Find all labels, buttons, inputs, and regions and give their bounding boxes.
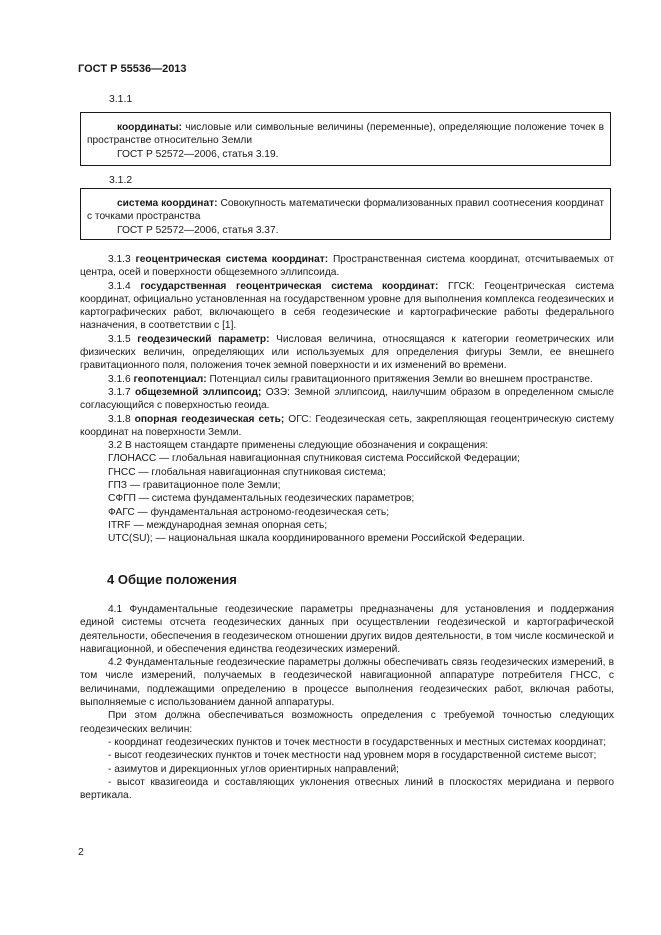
section-paragraph: 4.1 Фундаментальные геодезические параметры предназначены для установления и поддержания единой системы отсчета геодезических данных при осуществлении геодезической и картографической деятельности, обеспечения в геодезическом отношении других видов деятельности, в том числе космической и навигационной, и обеспечения единства геодезических измерений. (80, 604, 614, 655)
abbreviation-item: СФГП — система фундаментальных геодезических параметров; (108, 493, 415, 505)
term-name: система координат: (117, 198, 218, 209)
term-reference: ГОСТ Р 52572—2006, статья 3.19. (117, 148, 279, 160)
section-paragraph: 4.2 Фундаментальные геодезические параметры должны обеспечивать связь геодезических измерений, в том числе измерений, получаемых в геодезической навигационной аппаратуре потребителя ГНСС, с величинами, подлежащими определению в процессе выполнения геодезических работ, включая работы, выполняемые с использованием данной аппаратуры. (80, 657, 614, 709)
section-body (80, 603, 614, 802)
term-box (80, 112, 611, 166)
term-reference: ГОСТ Р 52572—2006, статья 3.37. (117, 224, 279, 236)
term-definition: система координат: Совокупность математически формализованных правил соотнесения координат с точками пространства (87, 198, 605, 223)
abbreviation-item: ITRF — международная земная опорная сеть; (108, 519, 328, 531)
document-header: ГОСТ Р 55536—2013 (78, 63, 187, 75)
term-name: координаты: (117, 122, 183, 133)
abbreviation-item: ФАГС — фундаментальная астрономо-геодезическая сеть; (108, 506, 390, 518)
abbreviation-item: UTC(SU); — национальная шкала координированного времени Российской Федерации. (108, 533, 525, 545)
term-paragraph: 3.1.6 геопотенциал: Потенциал силы гравитационного притяжения Земли во внешнем пространстве. (108, 373, 593, 385)
term-paragraph: 3.1.8 опорная геодезическая сеть; ОГС: Геодезическая сеть, закрепляющая геоцентрическую систему координат на поверхности Земли. (80, 413, 614, 438)
section-paragraph: При этом должна обеспечиваться возможность определения с требуемой точностью следующих геодезических величин: (80, 710, 614, 735)
list-item: - высот геодезических пунктов и точек местности над уровнем моря в государственной системе высот; (108, 750, 597, 762)
term-box (80, 188, 611, 240)
abbreviations-intro: 3.2 В настоящем стандарте применены следующие обозначения и сокращения: (108, 440, 489, 452)
term-paragraph: 3.1.3 геоцентрическая система координат: Пространственная система координат, отсчитываемых от центра, осей и поверхности общеземного эллипсоида. (80, 254, 615, 279)
term-paragraph: 3.1.7 общеземной эллипсоид; ОЗЭ: Земной эллипсоид, наилучшим образом в определенном смысле согласующийся с поверхностью геоида. (80, 386, 614, 412)
terms-list (80, 253, 614, 546)
abbreviation-item: ГНСС — глобальная навигационная спутниковая система; (108, 466, 386, 478)
term-definition: координаты: числовые или символьные величины (переменные), определяющие положение точек в пространстве относительно Земли (87, 122, 604, 147)
abbreviation-item: ГЛОНАСС — глобальная навигационная спутниковая система Российской Федерации; (108, 453, 520, 465)
list-item: - координат геодезических пунктов и точек местности в государственных и местных системах координат; (108, 736, 607, 748)
section-title: 4 Общие положения (107, 572, 237, 587)
term-paragraph: 3.1.5 геодезический параметр: Числовая величина, относящаяся к категории геометрических или физических величин, определяющих или используемых для определения фигуры Земли, ее внешнего гравитационного поля, положения точек земной поверхности и их изменений во времени. (80, 333, 614, 372)
page-number: 2 (78, 847, 84, 858)
abbreviation-item: ГПЗ — гравитационное поле Земли; (108, 480, 281, 492)
term-number: 3.1.1 (109, 94, 133, 105)
list-item: - азимутов и дирекционных углов ориентирных направлений; (108, 763, 399, 775)
term-paragraph: 3.1.4 государственная геоцентрическая система координат: ГГСК: Геоцентрическая система координат, официально установленная на государственном уровне для выполнения комплекса геодезических и картографических работ, включающего в себя геодезические и картографические работы федерального назначения, в соответствии с [1]. (80, 280, 614, 332)
list-item: - высот квазигеоида и составляющих уклонения отвесных линий в плоскостях меридиана и первого вертикала. (80, 776, 614, 802)
term-number: 3.1.2 (109, 175, 133, 186)
